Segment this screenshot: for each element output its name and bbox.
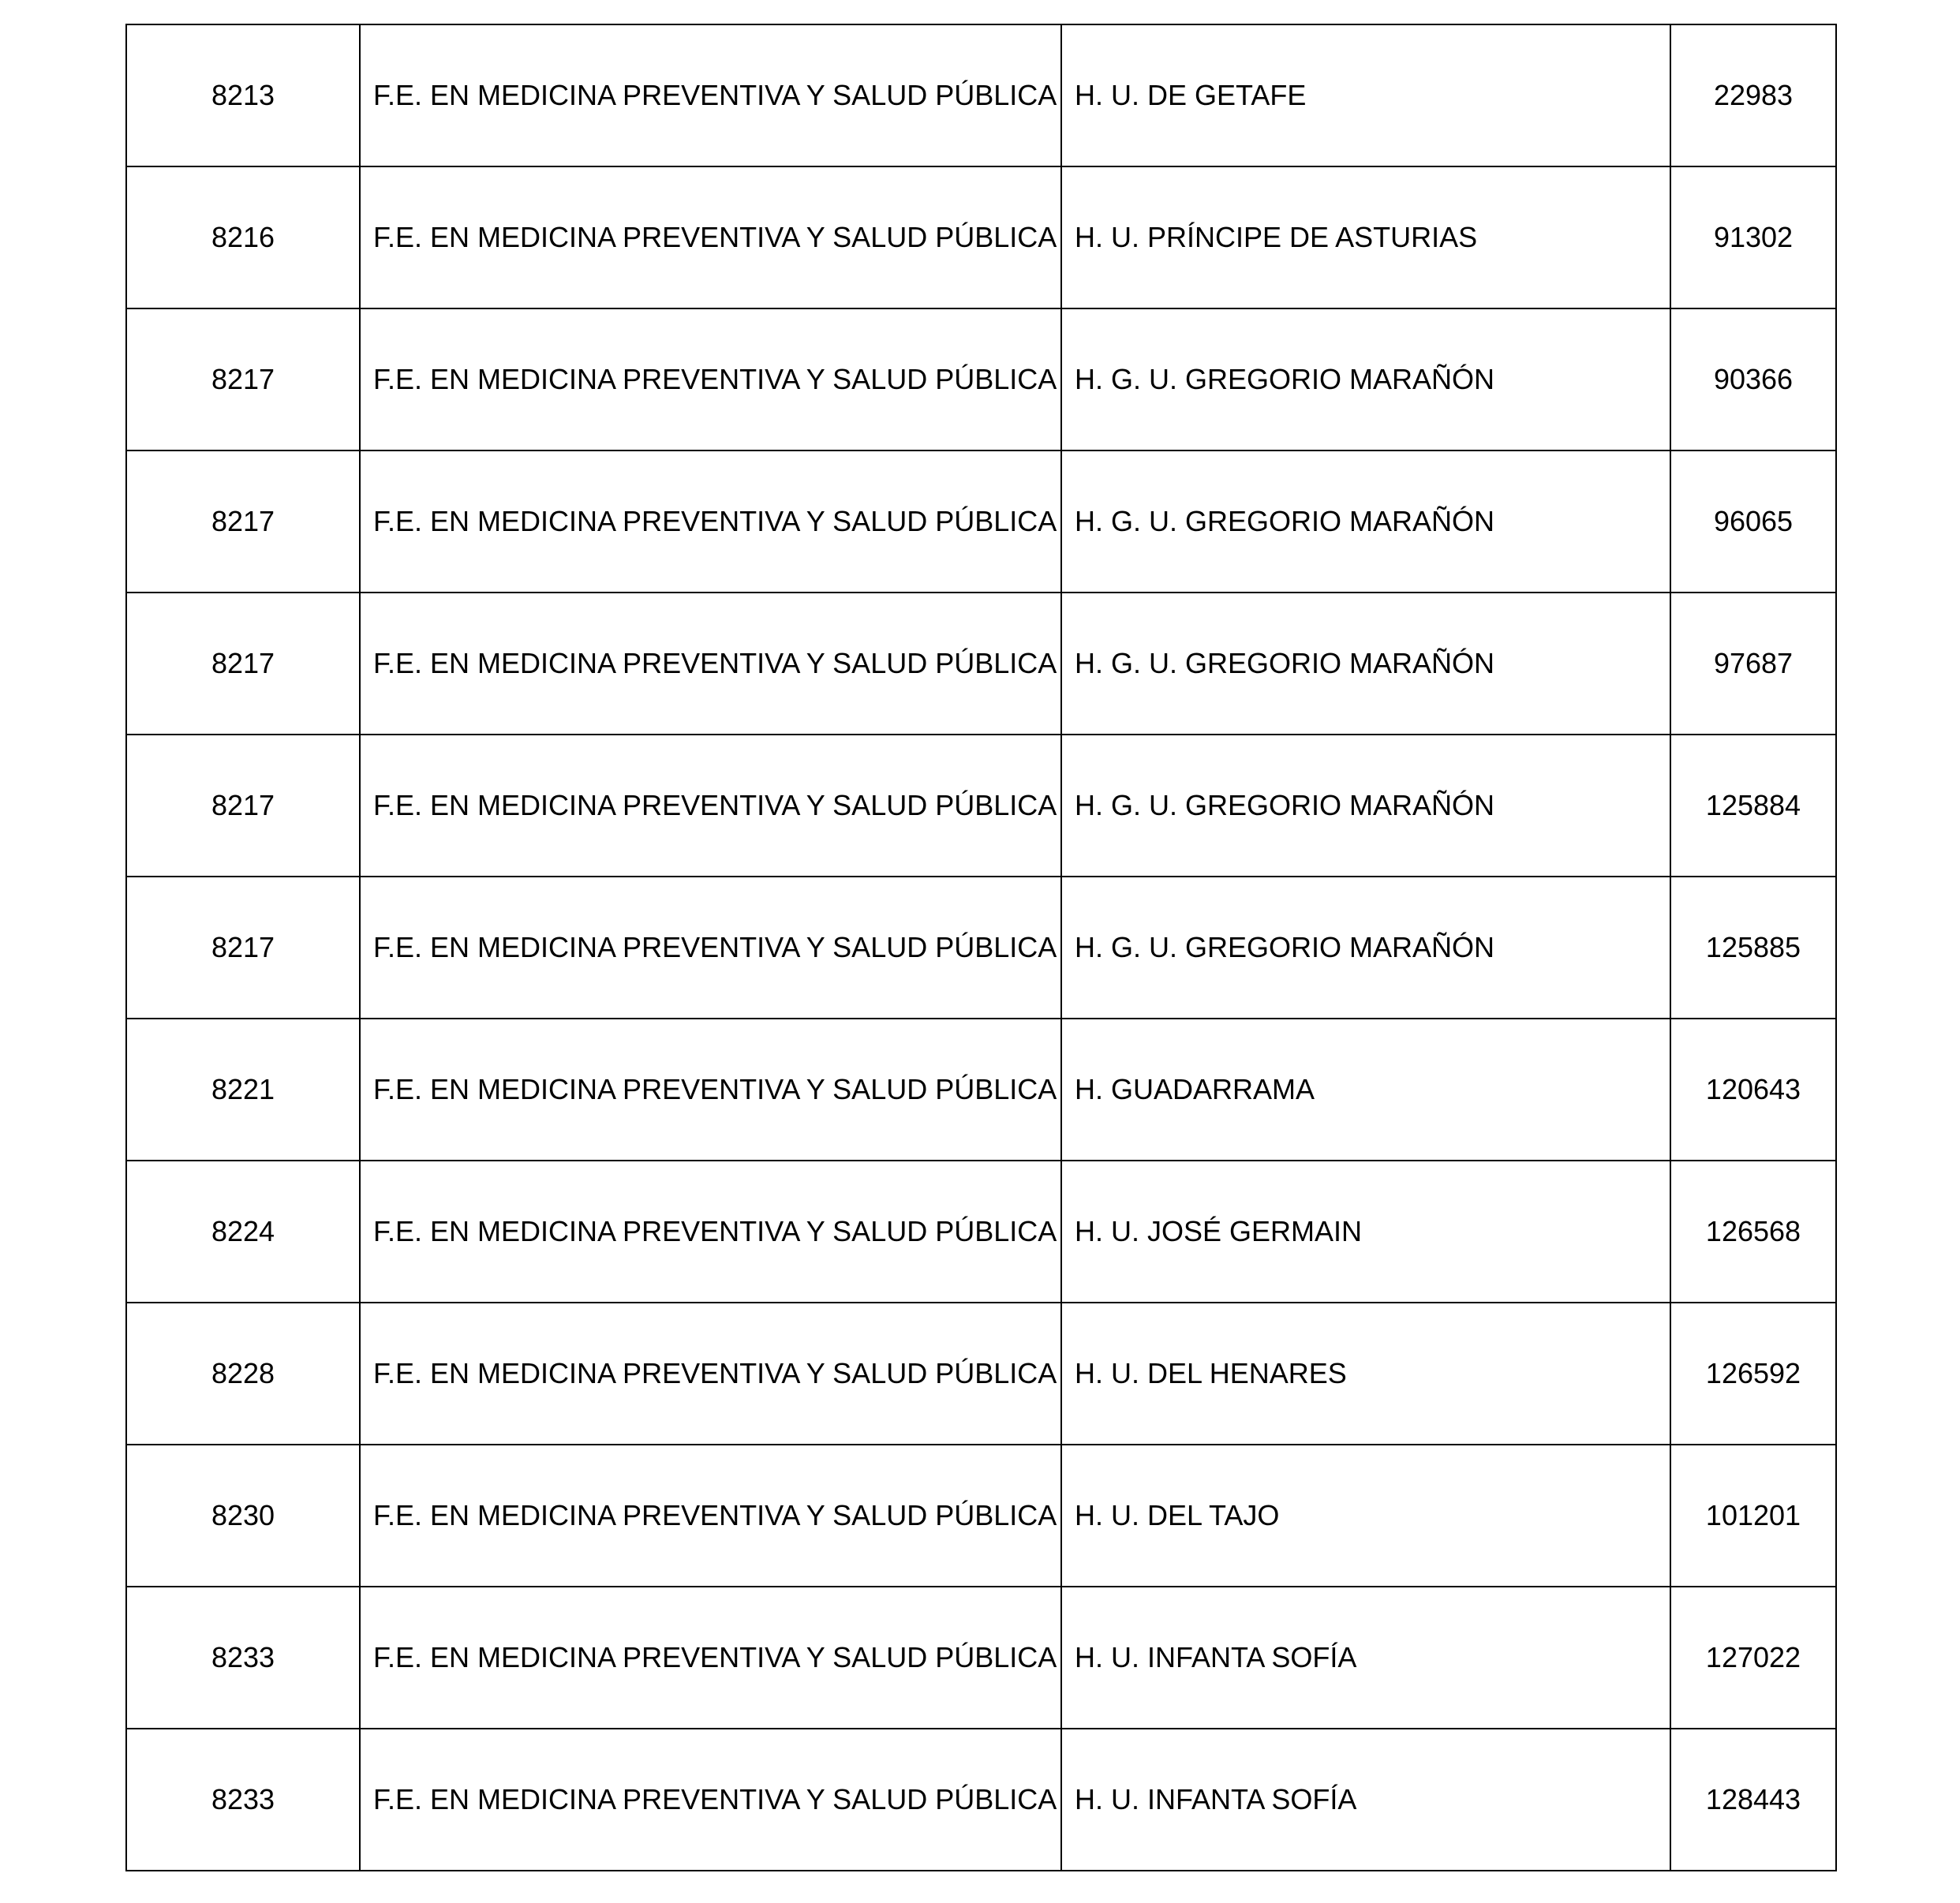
- hospital-cell: H. U. DEL HENARES: [1061, 1303, 1670, 1445]
- table-row: [126, 1587, 1836, 1729]
- specialty-cell: F.E. EN MEDICINA PREVENTIVA Y SALUD PÚBLICA: [360, 166, 1061, 308]
- number-cell: 96065: [1670, 451, 1836, 593]
- code-cell: 8216: [126, 166, 360, 308]
- number-cell: 90366: [1670, 308, 1836, 451]
- code-cell: 8224: [126, 1161, 360, 1303]
- hospital-cell: H. G. U. GREGORIO MARAÑÓN: [1061, 308, 1670, 451]
- number-cell: 125885: [1670, 877, 1836, 1019]
- number-cell: 127022: [1670, 1587, 1836, 1729]
- code-cell: 8217: [126, 308, 360, 451]
- number-cell: 120643: [1670, 1019, 1836, 1161]
- table-row: [126, 166, 1836, 308]
- code-cell: 8228: [126, 1303, 360, 1445]
- table-row: [126, 24, 1836, 166]
- table-row: [126, 1303, 1836, 1445]
- number-cell: 125884: [1670, 735, 1836, 877]
- code-cell: 8213: [126, 24, 360, 166]
- number-cell: 126568: [1670, 1161, 1836, 1303]
- specialty-cell: F.E. EN MEDICINA PREVENTIVA Y SALUD PÚBLICA: [360, 451, 1061, 593]
- code-cell: 8230: [126, 1445, 360, 1587]
- hospital-cell: H. U. JOSÉ GERMAIN: [1061, 1161, 1670, 1303]
- number-cell: 91302: [1670, 166, 1836, 308]
- specialty-cell: F.E. EN MEDICINA PREVENTIVA Y SALUD PÚBLICA: [360, 1729, 1061, 1871]
- table-row: [126, 1729, 1836, 1871]
- hospital-cell: H. G. U. GREGORIO MARAÑÓN: [1061, 877, 1670, 1019]
- specialty-cell: F.E. EN MEDICINA PREVENTIVA Y SALUD PÚBLICA: [360, 24, 1061, 166]
- hospital-cell: H. U. PRÍNCIPE DE ASTURIAS: [1061, 166, 1670, 308]
- specialty-cell: F.E. EN MEDICINA PREVENTIVA Y SALUD PÚBLICA: [360, 1587, 1061, 1729]
- specialty-cell: F.E. EN MEDICINA PREVENTIVA Y SALUD PÚBLICA: [360, 593, 1061, 735]
- table-row: [126, 1019, 1836, 1161]
- specialty-cell: F.E. EN MEDICINA PREVENTIVA Y SALUD PÚBLICA: [360, 1445, 1061, 1587]
- table-row: [126, 593, 1836, 735]
- table-row: [126, 735, 1836, 877]
- number-cell: 126592: [1670, 1303, 1836, 1445]
- table-row: [126, 1445, 1836, 1587]
- specialty-cell: F.E. EN MEDICINA PREVENTIVA Y SALUD PÚBLICA: [360, 1303, 1061, 1445]
- hospital-cell: H. G. U. GREGORIO MARAÑÓN: [1061, 593, 1670, 735]
- number-cell: 101201: [1670, 1445, 1836, 1587]
- hospital-cell: H. U. DE GETAFE: [1061, 24, 1670, 166]
- hospital-cell: H. U. INFANTA SOFÍA: [1061, 1729, 1670, 1871]
- hospital-cell: H. GUADARRAMA: [1061, 1019, 1670, 1161]
- code-cell: 8217: [126, 735, 360, 877]
- table-row: [126, 308, 1836, 451]
- hospital-cell: H. U. DEL TAJO: [1061, 1445, 1670, 1587]
- code-cell: 8221: [126, 1019, 360, 1161]
- specialty-cell: F.E. EN MEDICINA PREVENTIVA Y SALUD PÚBLICA: [360, 735, 1061, 877]
- table-row: [126, 451, 1836, 593]
- code-cell: 8217: [126, 877, 360, 1019]
- table-row: [126, 877, 1836, 1019]
- specialty-cell: F.E. EN MEDICINA PREVENTIVA Y SALUD PÚBLICA: [360, 877, 1061, 1019]
- number-cell: 97687: [1670, 593, 1836, 735]
- positions-table: [125, 24, 1837, 1871]
- specialty-cell: F.E. EN MEDICINA PREVENTIVA Y SALUD PÚBLICA: [360, 308, 1061, 451]
- number-cell: 128443: [1670, 1729, 1836, 1871]
- number-cell: 22983: [1670, 24, 1836, 166]
- code-cell: 8217: [126, 593, 360, 735]
- specialty-cell: F.E. EN MEDICINA PREVENTIVA Y SALUD PÚBLICA: [360, 1161, 1061, 1303]
- table-row: [126, 1161, 1836, 1303]
- hospital-cell: H. U. INFANTA SOFÍA: [1061, 1587, 1670, 1729]
- code-cell: 8233: [126, 1587, 360, 1729]
- hospital-cell: H. G. U. GREGORIO MARAÑÓN: [1061, 451, 1670, 593]
- specialty-cell: F.E. EN MEDICINA PREVENTIVA Y SALUD PÚBLICA: [360, 1019, 1061, 1161]
- code-cell: 8217: [126, 451, 360, 593]
- hospital-cell: H. G. U. GREGORIO MARAÑÓN: [1061, 735, 1670, 877]
- code-cell: 8233: [126, 1729, 360, 1871]
